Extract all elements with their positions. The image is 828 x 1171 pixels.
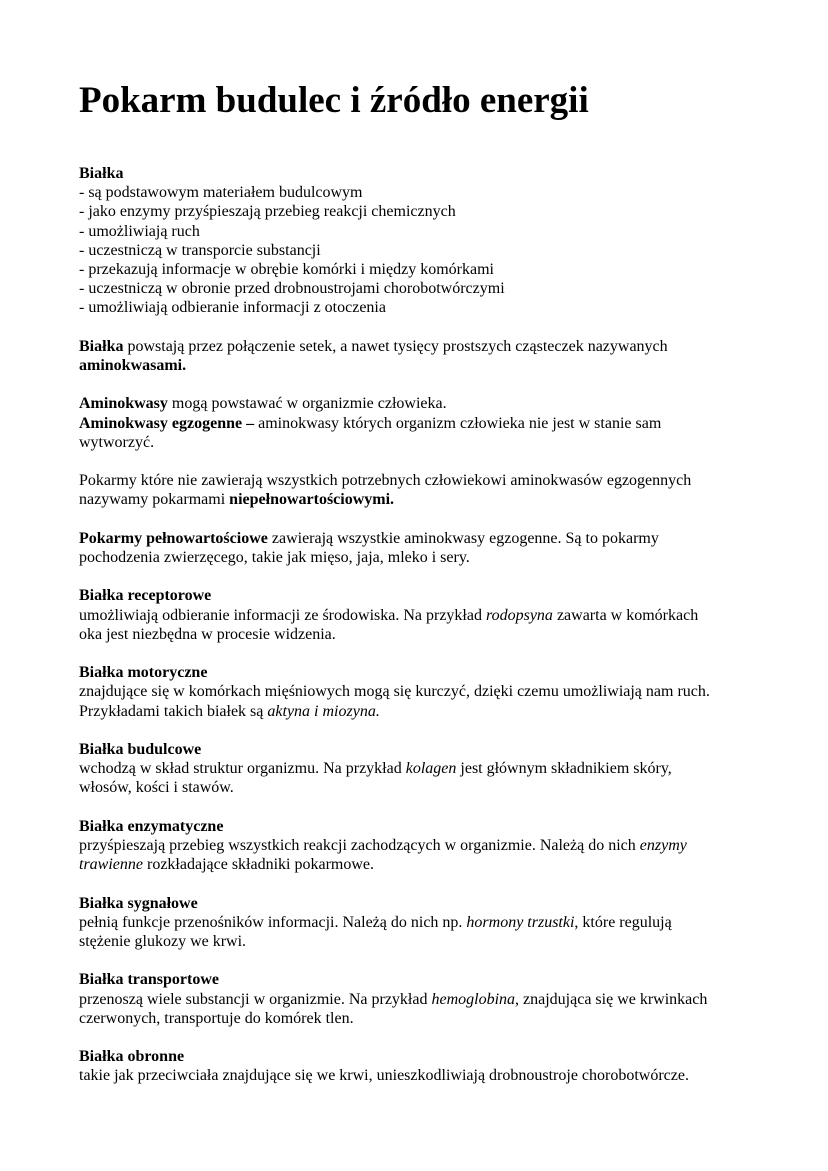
paragraph-text: mogą powstawać w organizmie człowieka. bbox=[167, 395, 447, 413]
paragraph-text: oka jest niezbędna w procesie widzenia. bbox=[79, 625, 336, 643]
section-heading: Białka sygnałowe bbox=[79, 894, 198, 912]
section-receptor-proteins bbox=[79, 586, 759, 644]
paragraph-text: znajdujące się w komórkach mięśniowych mogą się kurczyć, dzięki czemu umożliwiają nam ruch. bbox=[79, 683, 710, 701]
section-transport-proteins bbox=[79, 970, 759, 1028]
paragraph-text: powstają przez połączenie setek, a nawet tysięcy prostszych cząsteczek nazywanych bbox=[123, 337, 668, 355]
paragraph-text: przenoszą wiele substancji w organizmie. Na przykład bbox=[79, 990, 432, 1008]
section-heading: Białka receptorowe bbox=[79, 587, 212, 605]
list-item: - uczestniczą w obronie przed drobnoustrojami chorobotwórczymi bbox=[79, 280, 505, 298]
paragraph-text: zawierają wszystkie aminokwasy egzogenne. Są to pokarmy bbox=[267, 529, 659, 547]
paragraph-text: stężenie glukozy we krwi. bbox=[79, 932, 247, 950]
italic-term: aktyna i miozyna. bbox=[267, 702, 380, 720]
section-enzymatic-proteins bbox=[79, 817, 759, 875]
italic-term: kolagen bbox=[405, 760, 457, 778]
paragraph-text: pełnią funkcje przenośników informacji. Należą do nich np. bbox=[79, 913, 467, 931]
paragraph-text: aminokwasy których organizm człowieka nie jest w stanie sam bbox=[254, 414, 662, 432]
italic-term: hormony trzustki bbox=[466, 913, 575, 931]
paragraph-text: umożliwiają odbieranie informacji ze środowiska. Na przykład bbox=[79, 606, 486, 624]
paragraph-text: Przykładami takich białek są bbox=[79, 702, 268, 720]
section-heading: Białka budulcowe bbox=[79, 740, 202, 758]
list-item: - przekazują informacje w obrębie komórki i między komórkami bbox=[79, 261, 494, 279]
bold-term: Białka bbox=[79, 337, 124, 355]
bold-term: Aminokwasy bbox=[79, 395, 168, 413]
section-heading: Białka transportowe bbox=[79, 971, 219, 989]
document-page bbox=[79, 78, 759, 1105]
paragraph-text: Pokarmy które nie zawierają wszystkich potrzebnych człowiekowi aminokwasów egzogennych bbox=[79, 472, 692, 490]
paragraph-text: jest głównym składnikiem skóry, bbox=[456, 760, 672, 778]
section-defense-proteins bbox=[79, 1047, 759, 1085]
section-heading: Białka motoryczne bbox=[79, 664, 208, 682]
intro-section bbox=[79, 164, 759, 318]
section-motor-proteins bbox=[79, 663, 759, 721]
paragraph-text: takie jak przeciwciała znajdujące się we krwi, unieszkodliwiają drobnoustroje chorobotwórcze. bbox=[79, 1067, 689, 1085]
section-heading: Białka obronne bbox=[79, 1048, 185, 1066]
list-item: - są podstawowym materiałem budulcowym bbox=[79, 184, 363, 202]
paragraph-text: włosów, kości i stawów. bbox=[79, 779, 234, 797]
bold-term: Pokarmy pełnowartościowe bbox=[79, 529, 268, 547]
paragraph-text: przyśpieszają przebieg wszystkich reakcji zachodzących w organizmie. Należą do nich bbox=[79, 836, 640, 854]
section-signal-proteins bbox=[79, 894, 759, 952]
paragraph-text: , znajdująca się we krwinkach bbox=[515, 990, 708, 1008]
page-title: Pokarm budulec i źródło energii bbox=[79, 80, 589, 121]
paragraph-text: wchodzą w skład struktur organizmu. Na przykład bbox=[79, 760, 406, 778]
list-item: - uczestniczą w transporcie substancji bbox=[79, 241, 321, 259]
section-heading: Białka enzymatyczne bbox=[79, 817, 224, 835]
paragraph-text: nazywamy pokarmami bbox=[79, 491, 230, 509]
paragraph-text: , które regulują bbox=[574, 913, 672, 931]
italic-term: enzymy bbox=[639, 836, 687, 854]
document-body bbox=[79, 164, 759, 1086]
paragraph-complete-foods bbox=[79, 529, 759, 567]
paragraph-text: pochodzenia zwierzęcego, takie jak mięso, jaja, mleko i sery. bbox=[79, 549, 470, 566]
paragraph-text: zawarta w komórkach bbox=[552, 606, 699, 624]
paragraph-exogenous bbox=[79, 394, 759, 452]
section-structural-proteins bbox=[79, 740, 759, 798]
paragraph-text: czerwonych, transportuje do komórek tlen. bbox=[79, 1009, 354, 1027]
paragraph-incomplete-foods bbox=[79, 471, 759, 509]
bold-term: Aminokwasy egzogenne – bbox=[79, 414, 255, 432]
intro-heading: Białka bbox=[79, 165, 124, 182]
bold-term: aminokwasami. bbox=[79, 357, 187, 375]
paragraph-text: rozkładające składniki pokarmowe. bbox=[143, 856, 375, 874]
list-item: - jako enzymy przyśpieszają przebieg reakcji chemicznych bbox=[79, 203, 456, 221]
list-item: - umożliwiają ruch bbox=[79, 222, 200, 240]
italic-term: trawienne bbox=[79, 856, 143, 874]
italic-term: hemoglobina bbox=[431, 990, 516, 1008]
paragraph-text: wytworzyć. bbox=[79, 433, 155, 451]
bold-term: niepełnowartościowymi. bbox=[229, 491, 395, 509]
paragraph-amino-acids bbox=[79, 337, 759, 375]
italic-term: rodopsyna bbox=[485, 606, 553, 624]
list-item: - umożliwiają odbieranie informacji z otoczenia bbox=[79, 299, 386, 317]
